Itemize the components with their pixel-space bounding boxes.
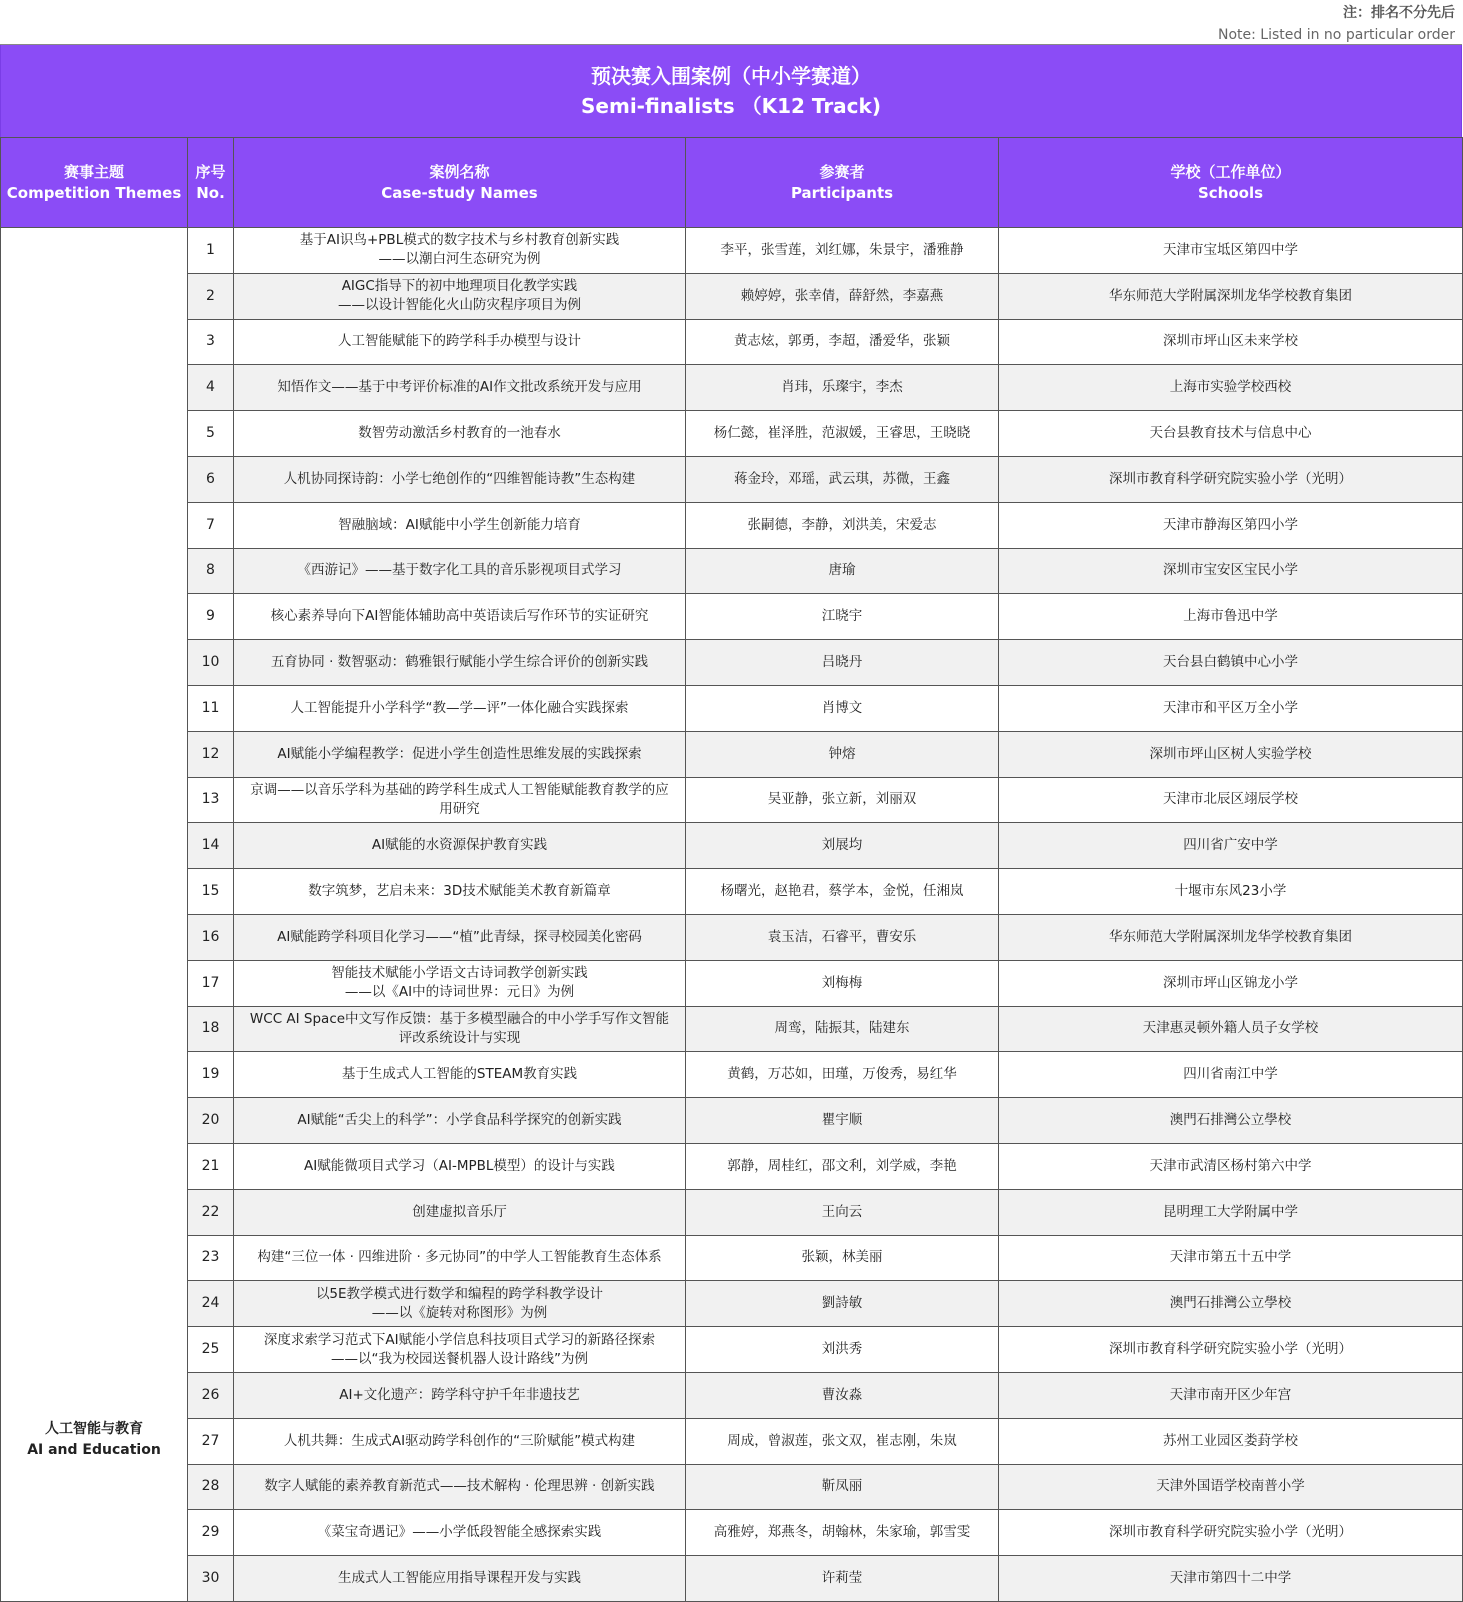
school: 上海市实验学校西校	[999, 365, 1463, 411]
case-name-line: ——以《AI中的诗词世界：元日》为例	[344, 984, 575, 1001]
participants: 黄志炫，郭勇，李超，潘爱华，张颖	[686, 319, 999, 365]
header-theme: 赛事主题 Competition Themes	[1, 138, 188, 228]
case-name-line: 基于生成式人工智能的STEAM教育实践	[341, 1066, 578, 1083]
school: 天津市第四十二中学	[999, 1556, 1463, 1602]
school: 澳門石排灣公立學校	[999, 1098, 1463, 1144]
school: 华东师范大学附属深圳龙华学校教育集团	[999, 914, 1463, 960]
table-row	[1, 502, 1463, 548]
row-number: 18	[188, 1006, 234, 1052]
results-sheet	[0, 44, 1462, 1602]
row-number: 14	[188, 823, 234, 869]
theme-label-zh: 人工智能与教育	[45, 1420, 143, 1437]
school: 天津惠灵顿外籍人员子女学校	[999, 1006, 1463, 1052]
banner-title-zh: 预决赛入围案例（中小学赛道）	[591, 64, 871, 88]
case-name-line: 评改系统设计与实现	[398, 1029, 521, 1046]
table-row	[1, 1098, 1463, 1144]
row-number: 21	[188, 1143, 234, 1189]
participants: 靳凤丽	[686, 1464, 999, 1510]
row-number: 15	[188, 869, 234, 915]
school: 澳門石排灣公立學校	[999, 1281, 1463, 1327]
participants: 王向云	[686, 1189, 999, 1235]
table-row	[1, 1006, 1463, 1052]
row-number: 26	[188, 1372, 234, 1418]
case-name-line: AI赋能小学编程教学：促进小学生创造性思维发展的实践探索	[277, 745, 642, 762]
row-number: 16	[188, 914, 234, 960]
table-row	[1, 319, 1463, 365]
case-name-line: AI赋能的水资源保护教育实践	[371, 837, 548, 854]
participants: 杨仁懿，崔泽胜，范淑媛，王睿思，王晓晓	[686, 411, 999, 457]
case-name	[234, 1006, 686, 1052]
case-name	[234, 1556, 686, 1602]
participants: 钟熔	[686, 731, 999, 777]
row-number: 1	[188, 228, 234, 274]
case-name	[234, 777, 686, 823]
case-name	[234, 1098, 686, 1144]
sheet-banner	[0, 45, 1462, 137]
row-number: 28	[188, 1464, 234, 1510]
school: 深圳市教育科学研究院实验小学（光明）	[999, 1327, 1463, 1373]
row-number: 6	[188, 456, 234, 502]
participants: 吕晓丹	[686, 640, 999, 686]
participants: 赖婷婷，张幸倩，薛舒然，李嘉燕	[686, 273, 999, 319]
theme-label-en: AI and Education	[27, 1441, 161, 1458]
case-name	[234, 1143, 686, 1189]
participants: 许莉莹	[686, 1556, 999, 1602]
school: 深圳市宝安区宝民小学	[999, 548, 1463, 594]
case-name	[234, 319, 686, 365]
case-name-line: AI赋能微项目式学习（AI-MPBL模型）的设计与实践	[304, 1157, 615, 1174]
case-name-line: WCC AI Space中文写作反馈：基于多模型融合的中小学手写作文智能	[249, 1010, 670, 1027]
table-row	[1, 1464, 1463, 1510]
school: 深圳市教育科学研究院实验小学（光明）	[999, 456, 1463, 502]
theme-cell	[1, 228, 188, 1602]
case-name-line: 人工智能提升小学科学“教—学—评”一体化融合实践探索	[290, 699, 629, 716]
school: 苏州工业园区娄葑学校	[999, 1418, 1463, 1464]
row-number: 17	[188, 960, 234, 1006]
school: 上海市鲁迅中学	[999, 594, 1463, 640]
case-name-line: ——以潮白河生态研究为例	[378, 251, 541, 268]
case-name	[234, 1510, 686, 1556]
participants: 李平，张雪莲，刘红娜，朱景宇，潘雅静	[686, 228, 999, 274]
row-number: 2	[188, 273, 234, 319]
participants: 郭静，周桂红，邵文利，刘学威，李艳	[686, 1143, 999, 1189]
case-name-line: 创建虚拟音乐厅	[412, 1203, 507, 1220]
table-row	[1, 1235, 1463, 1281]
school: 四川省南江中学	[999, 1052, 1463, 1098]
table-row	[1, 1372, 1463, 1418]
school: 天津市北辰区翊辰学校	[999, 777, 1463, 823]
table-row	[1, 1327, 1463, 1373]
row-number: 25	[188, 1327, 234, 1373]
semifinalist-table	[0, 137, 1463, 1602]
row-number: 4	[188, 365, 234, 411]
school: 华东师范大学附属深圳龙华学校教育集团	[999, 273, 1463, 319]
school: 昆明理工大学附属中学	[999, 1189, 1463, 1235]
table-row	[1, 777, 1463, 823]
case-name	[234, 1418, 686, 1464]
header-no: 序号 No.	[188, 138, 234, 228]
case-name	[234, 960, 686, 1006]
case-name	[234, 640, 686, 686]
participants: 肖玮，乐璨宇，李杰	[686, 365, 999, 411]
table-row	[1, 1510, 1463, 1556]
case-name-line: 《西游记》——基于数字化工具的音乐影视项目式学习	[297, 562, 622, 579]
participants: 曹汝淼	[686, 1372, 999, 1418]
banner-title-en: Semi-finalists （K12 Track)	[581, 94, 881, 118]
table-row	[1, 365, 1463, 411]
case-name-line: 构建“三位一体 · 四维进阶 · 多元协同”的中学人工智能教育生态体系	[257, 1249, 662, 1266]
table-row	[1, 685, 1463, 731]
row-number: 8	[188, 548, 234, 594]
row-number: 12	[188, 731, 234, 777]
table-row	[1, 1143, 1463, 1189]
participants: 劉詩敏	[686, 1281, 999, 1327]
case-name	[234, 823, 686, 869]
school: 深圳市坪山区锦龙小学	[999, 960, 1463, 1006]
case-name-line: AIGC指导下的初中地理项目化教学实践	[341, 278, 578, 295]
case-name-line: 用研究	[439, 800, 480, 817]
case-name-line: 《菜宝奇遇记》——小学低段智能全感探索实践	[317, 1524, 602, 1541]
participants: 蒋金玲，邓瑶，武云琪，苏微，王鑫	[686, 456, 999, 502]
table-row	[1, 411, 1463, 457]
case-name	[234, 548, 686, 594]
case-name-line: ——以设计智能化火山防灾程序项目为例	[338, 297, 581, 314]
participants: 吴亚静，张立新，刘丽双	[686, 777, 999, 823]
row-number: 19	[188, 1052, 234, 1098]
case-name-line: ——以“我为校园送餐机器人设计路线”为例	[331, 1350, 588, 1367]
case-name-line: 生成式人工智能应用指导课程开发与实践	[338, 1570, 581, 1586]
row-number: 22	[188, 1189, 234, 1235]
table-row	[1, 1556, 1463, 1602]
table-row	[1, 594, 1463, 640]
participants: 袁玉洁，石睿平，曹安乐	[686, 914, 999, 960]
table-row	[1, 273, 1463, 319]
table-row	[1, 960, 1463, 1006]
row-number: 10	[188, 640, 234, 686]
case-name	[234, 731, 686, 777]
row-number: 30	[188, 1556, 234, 1602]
case-name-line: 数字筑梦，艺启未来：3D技术赋能美术教育新篇章	[308, 883, 611, 900]
school: 天津市宝坻区第四中学	[999, 228, 1463, 274]
case-name-line: 人机共舞：生成式AI驱动跨学科创作的“三阶赋能”模式构建	[283, 1432, 636, 1449]
case-name-line: 京调——以音乐学科为基础的跨学科生成式人工智能赋能教育教学的应	[250, 781, 669, 798]
case-name	[234, 914, 686, 960]
order-note-en: Note: Listed in no particular order	[1217, 27, 1455, 43]
table-row	[1, 456, 1463, 502]
school: 天津市第五十五中学	[999, 1235, 1463, 1281]
case-name	[234, 502, 686, 548]
case-name-line: 核心素养导向下AI智能体辅助高中英语读后写作环节的实证研究	[270, 608, 649, 625]
case-name	[234, 1052, 686, 1098]
case-name-line: AI+文化遗产：跨学科守护千年非遗技艺	[339, 1386, 580, 1403]
case-name	[234, 1372, 686, 1418]
row-number: 24	[188, 1281, 234, 1327]
school: 天津市武清区杨村第六中学	[999, 1143, 1463, 1189]
school: 天台县白鹤镇中心小学	[999, 640, 1463, 686]
case-name-line: 知悟作文——基于中考评价标准的AI作文批改系统开发与应用	[277, 379, 642, 396]
case-name-line: 五育协同 · 数智驱动：鹤雅银行赋能小学生综合评价的创新实践	[270, 654, 649, 671]
school: 深圳市坪山区未来学校	[999, 319, 1463, 365]
school: 四川省广安中学	[999, 823, 1463, 869]
case-name	[234, 1235, 686, 1281]
table-row	[1, 731, 1463, 777]
case-name-line: 智能技术赋能小学语文古诗词教学创新实践	[331, 965, 588, 982]
header-case: 案例名称 Case-study Names	[234, 138, 686, 228]
participants: 瞿宇顺	[686, 1098, 999, 1144]
table-row	[1, 1052, 1463, 1098]
row-number: 27	[188, 1418, 234, 1464]
participants: 张颖，林美丽	[686, 1235, 999, 1281]
case-name-line: ——以《旋转对称图形》为例	[371, 1304, 548, 1321]
case-name-line: 人工智能赋能下的跨学科手办模型与设计	[338, 333, 581, 350]
school: 天台县教育技术与信息中心	[999, 411, 1463, 457]
case-name	[234, 273, 686, 319]
case-name	[234, 1281, 686, 1327]
participants: 周鸾，陆振其，陆建东	[686, 1006, 999, 1052]
school: 天津市南开区少年宫	[999, 1372, 1463, 1418]
row-number: 23	[188, 1235, 234, 1281]
case-name-line: 数字人赋能的素养教育新范式——技术解构 · 伦理思辨 · 创新实践	[264, 1478, 655, 1495]
case-name	[234, 365, 686, 411]
row-number: 29	[188, 1510, 234, 1556]
school: 天津市静海区第四小学	[999, 502, 1463, 548]
participants: 杨曙光，赵艳君，蔡学本，金悦，任湘岚	[686, 869, 999, 915]
case-name	[234, 685, 686, 731]
table-row	[1, 869, 1463, 915]
header-schools: 学校（工作单位） Schools	[999, 138, 1463, 228]
participants: 黄鹤，万芯如，田瑾，万俊秀，易红华	[686, 1052, 999, 1098]
table-row	[1, 823, 1463, 869]
case-name	[234, 1464, 686, 1510]
row-number: 3	[188, 319, 234, 365]
order-note	[1218, 2, 1455, 46]
table-row	[1, 548, 1463, 594]
participants: 周成，曾淑莲，张文双，崔志刚，朱岚	[686, 1418, 999, 1464]
table-row	[1, 1418, 1463, 1464]
school: 天津市和平区万全小学	[999, 685, 1463, 731]
case-name-line: AI赋能跨学科项目化学习——“植”此青绿，探寻校园美化密码	[277, 928, 642, 945]
row-number: 9	[188, 594, 234, 640]
case-name-line: 数智劳动激活乡村教育的一池春水	[358, 425, 561, 442]
case-name	[234, 1189, 686, 1235]
case-name	[234, 1327, 686, 1373]
case-name	[234, 456, 686, 502]
case-name	[234, 594, 686, 640]
participants: 高雅婷，郑燕冬，胡翰林，朱家瑜，郭雪雯	[686, 1510, 999, 1556]
school: 深圳市教育科学研究院实验小学（光明）	[999, 1510, 1463, 1556]
participants: 刘展均	[686, 823, 999, 869]
header-row	[1, 138, 1463, 228]
participants: 唐瑜	[686, 548, 999, 594]
case-name-line: 基于AI识鸟+PBL模式的数字技术与乡村教育创新实践	[299, 232, 620, 249]
table-row	[1, 914, 1463, 960]
school: 天津外国语学校南普小学	[999, 1464, 1463, 1510]
school: 十堰市东风23小学	[999, 869, 1463, 915]
case-name-line: 智融脑域：AI赋能中小学生创新能力培育	[338, 516, 581, 533]
table-row	[1, 228, 1463, 274]
case-name	[234, 228, 686, 274]
row-number: 7	[188, 502, 234, 548]
table-row	[1, 640, 1463, 686]
header-participants: 参赛者 Participants	[686, 138, 999, 228]
case-name-line: AI赋能“舌尖上的科学”：小学食品科学探究的创新实践	[297, 1112, 622, 1129]
case-name-line: 人机协同探诗韵：小学七绝创作的“四维智能诗教”生态构建	[283, 470, 636, 487]
participants: 刘洪秀	[686, 1327, 999, 1373]
participants: 刘梅梅	[686, 960, 999, 1006]
table-row	[1, 1189, 1463, 1235]
case-name	[234, 869, 686, 915]
participants: 肖博文	[686, 685, 999, 731]
row-number: 20	[188, 1098, 234, 1144]
row-number: 5	[188, 411, 234, 457]
participants: 张嗣德，李静，刘洪美，宋爱志	[686, 502, 999, 548]
case-name-line: 以5E教学模式进行数学和编程的跨学科教学设计	[315, 1285, 604, 1302]
order-note-zh: 注：排名不分先后	[1343, 5, 1455, 21]
table-row	[1, 1281, 1463, 1327]
row-number: 11	[188, 685, 234, 731]
case-name-line: 深度求索学习范式下AI赋能小学信息科技项目式学习的新路径探索	[263, 1331, 656, 1348]
case-name	[234, 411, 686, 457]
row-number: 13	[188, 777, 234, 823]
school: 深圳市坪山区树人实验学校	[999, 731, 1463, 777]
participants: 江晓宇	[686, 594, 999, 640]
